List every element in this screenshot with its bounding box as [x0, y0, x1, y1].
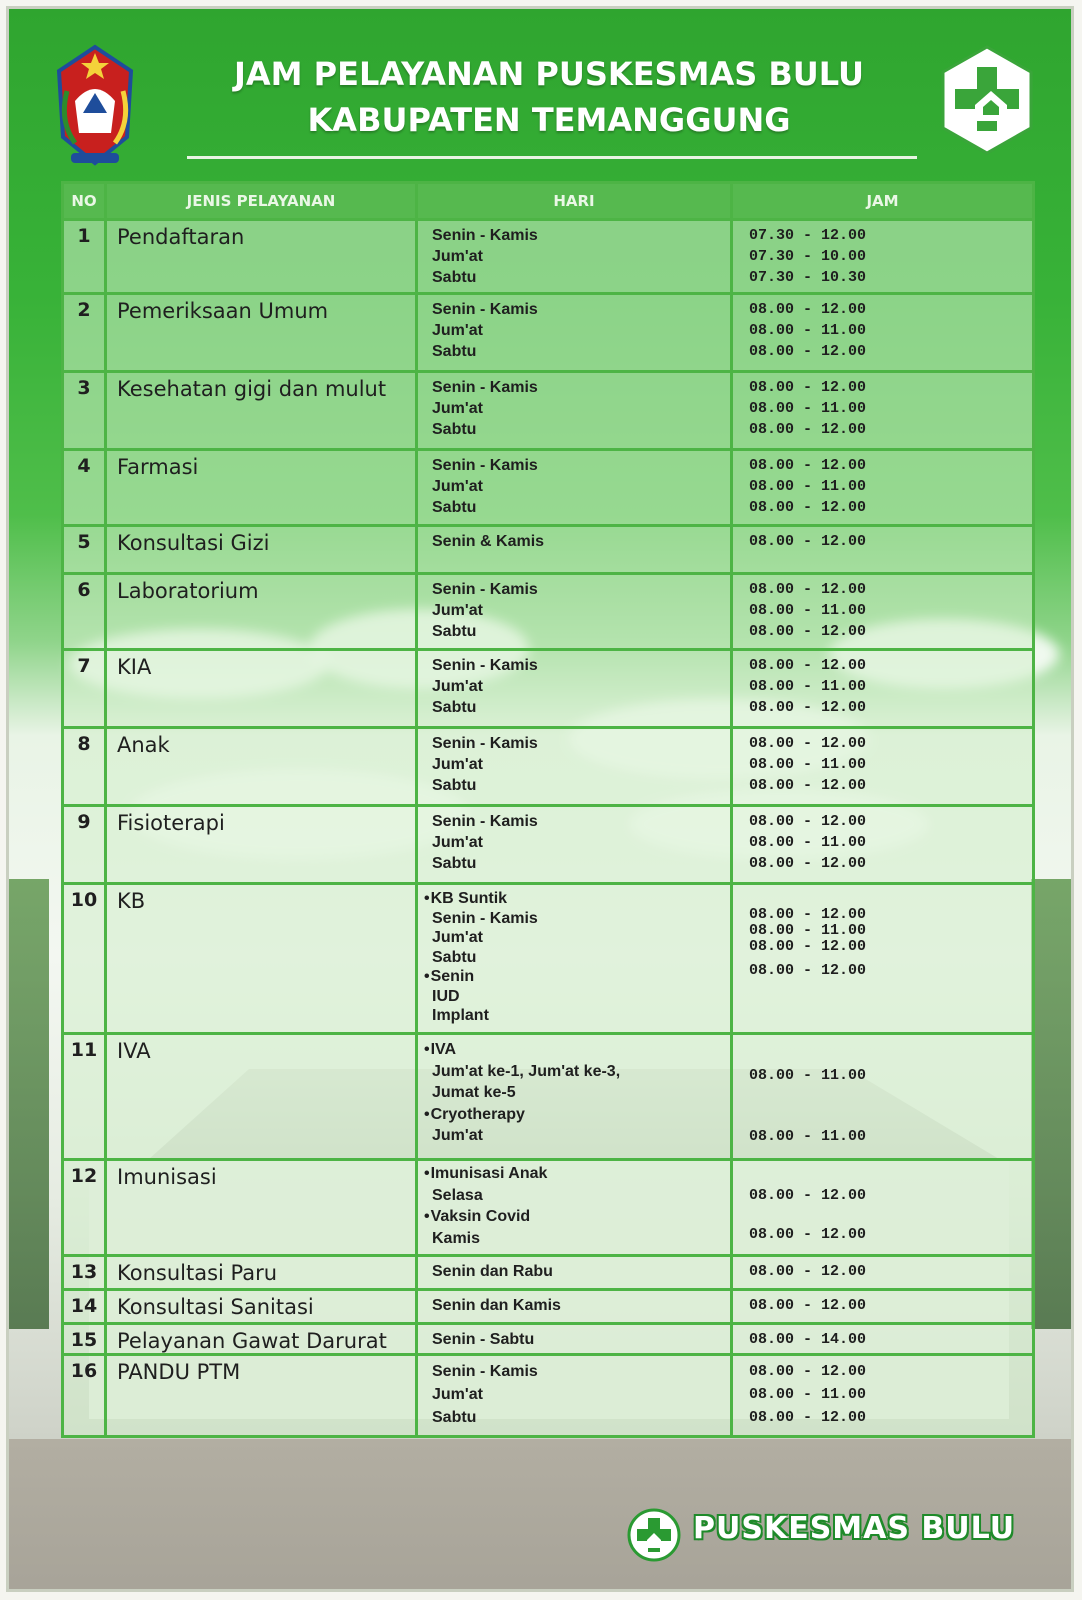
day-line: Jum'at [432, 400, 483, 417]
hours-line: 08.00 - 12.00 [749, 735, 867, 752]
day-line: Sabtu [432, 948, 477, 966]
hours-line: 08.00 - 12.00 [749, 379, 867, 396]
day-line: Jum'at [432, 834, 483, 851]
row-service: Anak [106, 728, 417, 806]
hours-line: 08.00 - 11.00 [749, 602, 867, 619]
day-line: Sabtu [432, 699, 477, 716]
row-days [417, 574, 732, 650]
hours-line: 08.00 - 12.00 [749, 457, 867, 474]
hours-line: 08.00 - 12.00 [749, 699, 867, 716]
hours-line: 08.00 - 11.00 [749, 322, 867, 339]
row-days [417, 1256, 732, 1290]
table-row [63, 728, 1034, 806]
day-line: • Imunisasi Anak [432, 1163, 730, 1185]
row-service: Fisioterapi [106, 806, 417, 884]
day-line: Jum'at [432, 1386, 483, 1403]
day-line: • KB Suntik [432, 889, 730, 909]
hours-line: 08.00 - 11.00 [749, 678, 867, 695]
row-no: 5 [63, 526, 106, 574]
day-line: Senin - Kamis [432, 1363, 538, 1380]
row-days [417, 884, 732, 1034]
row-days [417, 728, 732, 806]
table-row [63, 1355, 1034, 1437]
service-schedule-table [61, 181, 1035, 1438]
table-row [63, 884, 1034, 1034]
day-line: • Senin [432, 967, 730, 987]
row-days [417, 1290, 732, 1324]
puskesmas-logo-icon [939, 45, 1035, 155]
row-hours [732, 1160, 1034, 1256]
header-day: HARI [417, 183, 732, 220]
row-days [417, 372, 732, 450]
day-line: Jumat ke-5 [432, 1084, 516, 1101]
table-row [63, 1324, 1034, 1355]
footer-puskesmas-logo-icon [627, 1508, 681, 1562]
hours-line: 08.00 - 14.00 [749, 1331, 867, 1348]
row-no: 10 [63, 884, 106, 1034]
day-line: Senin & Kamis [432, 533, 545, 550]
row-hours [732, 1355, 1034, 1437]
row-hours [732, 806, 1034, 884]
row-no: 3 [63, 372, 106, 450]
day-line: Senin - Kamis [432, 813, 538, 830]
hours-line: 08.00 - 12.00 [749, 813, 867, 830]
row-hours [732, 650, 1034, 728]
row-service: Farmasi [106, 450, 417, 526]
hours-line: 08.00 - 12.00 [749, 1263, 867, 1280]
hours-line: 08.00 - 12.00 [749, 421, 867, 438]
row-no: 16 [63, 1355, 106, 1437]
day-line: Senin - Sabtu [432, 1331, 535, 1348]
row-hours [732, 1256, 1034, 1290]
row-service: KIA [106, 650, 417, 728]
title-divider [187, 156, 917, 159]
hours-line: 08.00 - 12.00 [749, 962, 867, 979]
row-service: Pemeriksaan Umum [106, 294, 417, 372]
row-hours [732, 372, 1034, 450]
row-service: Konsultasi Paru [106, 1256, 417, 1290]
row-hours [732, 526, 1034, 574]
table-row [63, 574, 1034, 650]
day-line: Sabtu [432, 855, 477, 872]
hours-line: 08.00 - 12.00 [749, 1363, 867, 1380]
header-hours: JAM [732, 183, 1034, 220]
hours-line: 08.00 - 12.00 [749, 777, 867, 794]
row-days [417, 806, 732, 884]
hours-line: 08.00 - 12.00 [749, 855, 867, 872]
header-no: NO [63, 183, 106, 220]
row-service: Konsultasi Gizi [106, 526, 417, 574]
row-service: Pendaftaran [106, 220, 417, 294]
day-line: Senin - Kamis [432, 909, 538, 927]
hours-line: 08.00 - 11.00 [749, 756, 867, 773]
row-hours [732, 728, 1034, 806]
day-line: Senin - Kamis [432, 457, 538, 474]
table-row [63, 294, 1034, 372]
header-service: JENIS PELAYANAN [106, 183, 417, 220]
row-days [417, 220, 732, 294]
hours-line: 08.00 - 11.00 [749, 922, 867, 939]
hours-line: 08.00 - 11.00 [749, 834, 867, 851]
day-line: Jum'at [432, 602, 483, 619]
hours-line: 07.30 - 10.00 [749, 248, 867, 265]
hours-line: 08.00 - 11.00 [749, 1067, 867, 1084]
row-service: IVA [106, 1034, 417, 1160]
day-line: Sabtu [432, 1409, 477, 1426]
page-title [179, 51, 919, 143]
row-no: 14 [63, 1290, 106, 1324]
row-service: Konsultasi Sanitasi [106, 1290, 417, 1324]
hours-line: 08.00 - 12.00 [749, 499, 867, 516]
row-days [417, 526, 732, 574]
hours-line: 08.00 - 12.00 [749, 581, 867, 598]
hours-line: 07.30 - 12.00 [749, 227, 867, 244]
table-row [63, 1290, 1034, 1324]
row-days [417, 450, 732, 526]
hours-line: 08.00 - 12.00 [749, 1409, 867, 1426]
row-days [417, 1324, 732, 1355]
day-line: Senin dan Rabu [432, 1263, 553, 1280]
day-line: Jum'at [432, 929, 483, 946]
day-line: Kamis [432, 1229, 481, 1247]
day-line: Sabtu [432, 421, 477, 438]
table-row [63, 806, 1034, 884]
hours-line: 08.00 - 12.00 [749, 657, 867, 674]
row-hours [732, 574, 1034, 650]
row-no: 6 [63, 574, 106, 650]
day-line: Senin - Kamis [432, 581, 538, 598]
row-no: 11 [63, 1034, 106, 1160]
day-line: Senin - Kamis [432, 227, 538, 244]
table-row [63, 450, 1034, 526]
hours-line: 07.30 - 10.30 [749, 269, 867, 286]
row-no: 7 [63, 650, 106, 728]
poster [6, 6, 1074, 1592]
row-service: PANDU PTM [106, 1355, 417, 1437]
title-line-1: JAM PELAYANAN PUSKESMAS BULU [234, 55, 864, 93]
row-days [417, 1355, 732, 1437]
day-line: Jum'at [432, 678, 483, 695]
day-line: • IVA [432, 1039, 730, 1061]
table-row [63, 1160, 1034, 1256]
day-line: Sabtu [432, 269, 477, 286]
table-row [63, 650, 1034, 728]
hours-line: 08.00 - 11.00 [749, 1128, 867, 1145]
hours-line: 08.00 - 12.00 [749, 343, 867, 360]
hours-line: 08.00 - 12.00 [749, 1226, 867, 1243]
table-header-row [63, 183, 1034, 220]
day-line: Sabtu [432, 343, 477, 360]
hours-line: 08.00 - 12.00 [749, 533, 867, 550]
row-no: 8 [63, 728, 106, 806]
day-line: Senin - Kamis [432, 301, 538, 318]
day-line: Jum'at [432, 248, 483, 265]
day-line: Jum'at [432, 756, 483, 773]
row-hours [732, 450, 1034, 526]
day-line: Selasa [432, 1186, 483, 1204]
day-line: Senin - Kamis [432, 379, 538, 396]
row-hours [732, 220, 1034, 294]
hours-line: 08.00 - 12.00 [749, 623, 867, 640]
hours-line: 08.00 - 12.00 [749, 906, 867, 923]
hours-line: 08.00 - 12.00 [749, 301, 867, 318]
hours-line: 08.00 - 12.00 [749, 1187, 867, 1204]
day-line: Jum'at [432, 322, 483, 339]
hours-line: 08.00 - 11.00 [749, 1386, 867, 1403]
row-days [417, 1160, 732, 1256]
day-line: • Cryotherapy [432, 1104, 730, 1126]
day-line: • Vaksin Covid [432, 1206, 730, 1228]
row-no: 13 [63, 1256, 106, 1290]
hours-line: 08.00 - 12.00 [749, 938, 867, 955]
day-line: Jum'at ke-1, Jum'at ke-3, [432, 1062, 621, 1080]
day-line: Sabtu [432, 777, 477, 794]
row-days [417, 294, 732, 372]
day-line: Senin - Kamis [432, 657, 538, 674]
day-line: Sabtu [432, 499, 477, 516]
row-no: 1 [63, 220, 106, 294]
table-row [63, 1256, 1034, 1290]
day-line: Sabtu [432, 623, 477, 640]
row-hours [732, 1034, 1034, 1160]
day-line: Jum'at [432, 1127, 483, 1144]
row-service: Kesehatan gigi dan mulut [106, 372, 417, 450]
hours-line: 08.00 - 12.00 [749, 1297, 867, 1314]
row-service: Laboratorium [106, 574, 417, 650]
footer-brand: PUSKESMAS BULU [693, 1511, 1016, 1546]
table-row [63, 1034, 1034, 1160]
table-row [63, 526, 1034, 574]
row-service: Pelayanan Gawat Darurat [106, 1324, 417, 1355]
row-no: 4 [63, 450, 106, 526]
day-line: Senin dan Kamis [432, 1297, 561, 1314]
day-line: Jum'at [432, 478, 483, 495]
title-line-2: KABUPATEN TEMANGGUNG [307, 101, 791, 139]
row-hours [732, 1324, 1034, 1355]
table-row [63, 372, 1034, 450]
row-no: 2 [63, 294, 106, 372]
row-service: Imunisasi [106, 1160, 417, 1256]
row-days [417, 1034, 732, 1160]
day-line: IUD [432, 987, 460, 1005]
day-line: Implant [432, 1007, 489, 1024]
regency-emblem-icon [53, 41, 137, 171]
row-hours [732, 1290, 1034, 1324]
row-no: 9 [63, 806, 106, 884]
hours-line: 08.00 - 11.00 [749, 478, 867, 495]
hours-line: 08.00 - 11.00 [749, 400, 867, 417]
row-service: KB [106, 884, 417, 1034]
row-hours [732, 294, 1034, 372]
table-row [63, 220, 1034, 294]
row-hours [732, 884, 1034, 1034]
row-no: 12 [63, 1160, 106, 1256]
row-days [417, 650, 732, 728]
row-no: 15 [63, 1324, 106, 1355]
day-line: Senin - Kamis [432, 735, 538, 752]
